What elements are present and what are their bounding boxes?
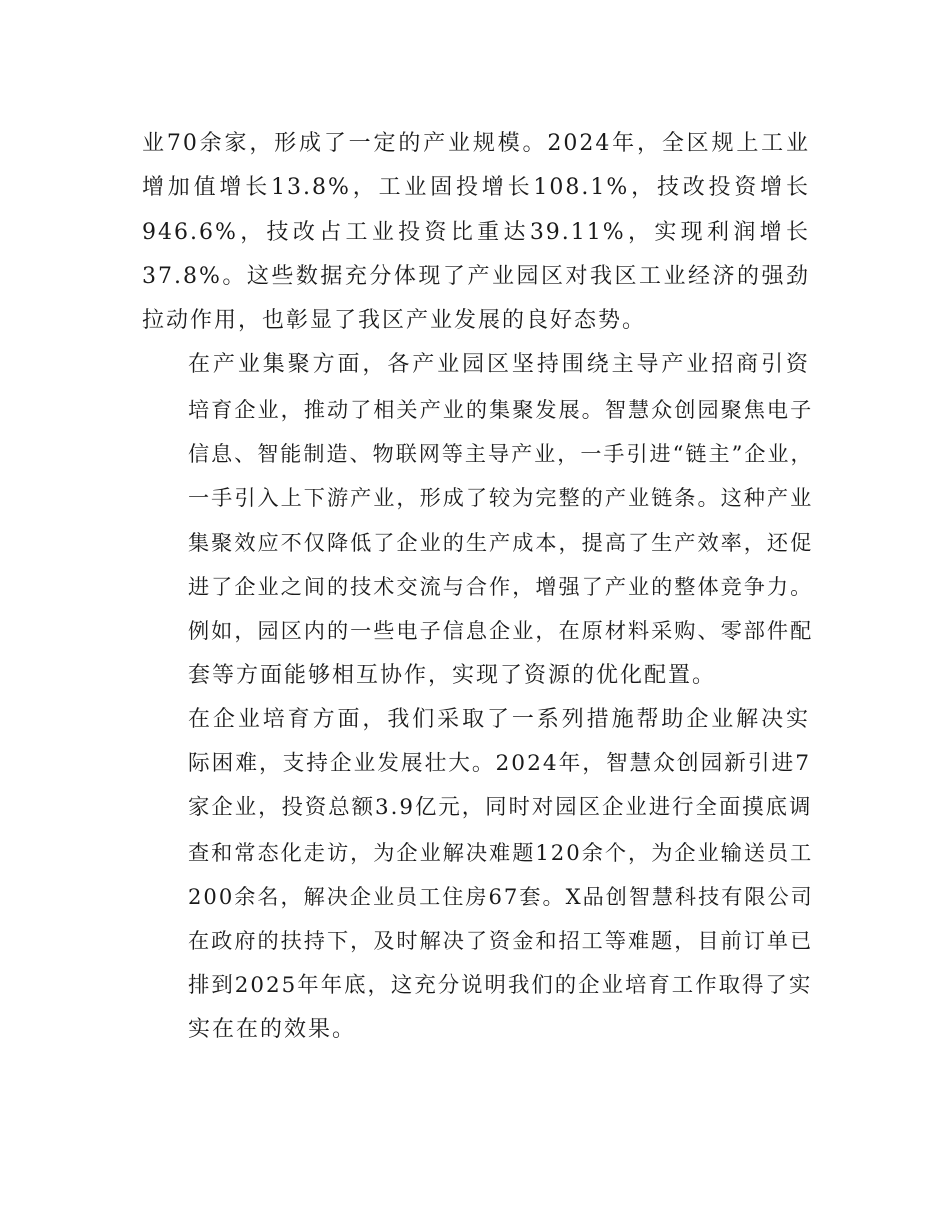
document-body	[142, 122, 814, 1052]
text-line: 套等方面能够相互协作，实现了资源的优化配置。	[188, 662, 717, 688]
text-line: 例如，园区内的一些电子信息企业，在原材料采购、零部件配	[188, 618, 814, 644]
text-line: 一手引入上下游产业，形成了较为完整的产业链条。这种产业	[188, 485, 814, 511]
text-line: 37.8%。这些数据充分体现了产业园区对我区工业经济的强劲	[142, 263, 810, 289]
paragraph-industrial-clustering	[142, 343, 814, 697]
text-line: 946.6%，技改占工业投资比重达39.11%，实现利润增长	[142, 219, 810, 245]
text-line: 进了企业之间的技术交流与合作，增强了产业的整体竞争力。	[188, 573, 814, 599]
text-line: 拉动作用，也彰显了我区产业发展的良好态势。	[142, 308, 647, 334]
text-line: 家企业，投资总额3.9亿元，同时对园区企业进行全面摸底调	[188, 795, 813, 821]
text-line: 在企业培育方面，我们采取了一系列措施帮助企业解决实	[188, 706, 810, 732]
text-line: 在政府的扶持下，及时解决了资金和招工等难题，目前订单已	[188, 928, 814, 954]
text-line: 培育企业，推动了相关产业的集聚发展。智慧众创园聚焦电子	[188, 396, 814, 422]
paragraph-industrial-scale	[142, 122, 810, 343]
text-line: 信息、智能制造、物联网等主导产业，一手引进“链主”企业，	[188, 441, 814, 467]
text-line: 200余名，解决企业员工住房67套。X品创智慧科技有限公司	[188, 884, 814, 910]
text-line: 际困难，支持企业发展壮大。2024年，智慧众创园新引进7	[188, 751, 811, 777]
text-line: 实在在的效果。	[188, 1016, 357, 1042]
text-line: 查和常态化走访，为企业解决难题120余个，为企业输送员工	[188, 839, 814, 865]
text-line: 业70余家，形成了一定的产业规模。2024年，全区规上工业	[142, 131, 810, 156]
paragraph-enterprise-cultivation	[142, 698, 814, 1052]
text-line: 排到2025年年底，这充分说明我们的企业培育工作取得了实	[188, 972, 813, 998]
text-line: 集聚效应不仅降低了企业的生产成本，提高了生产效率，还促	[188, 529, 814, 555]
text-line: 在产业集聚方面，各产业园区坚持围绕主导产业招商引资	[188, 352, 810, 378]
text-line: 增加值增长13.8%，工业固投增长108.1%，技改投资增长	[142, 175, 810, 201]
